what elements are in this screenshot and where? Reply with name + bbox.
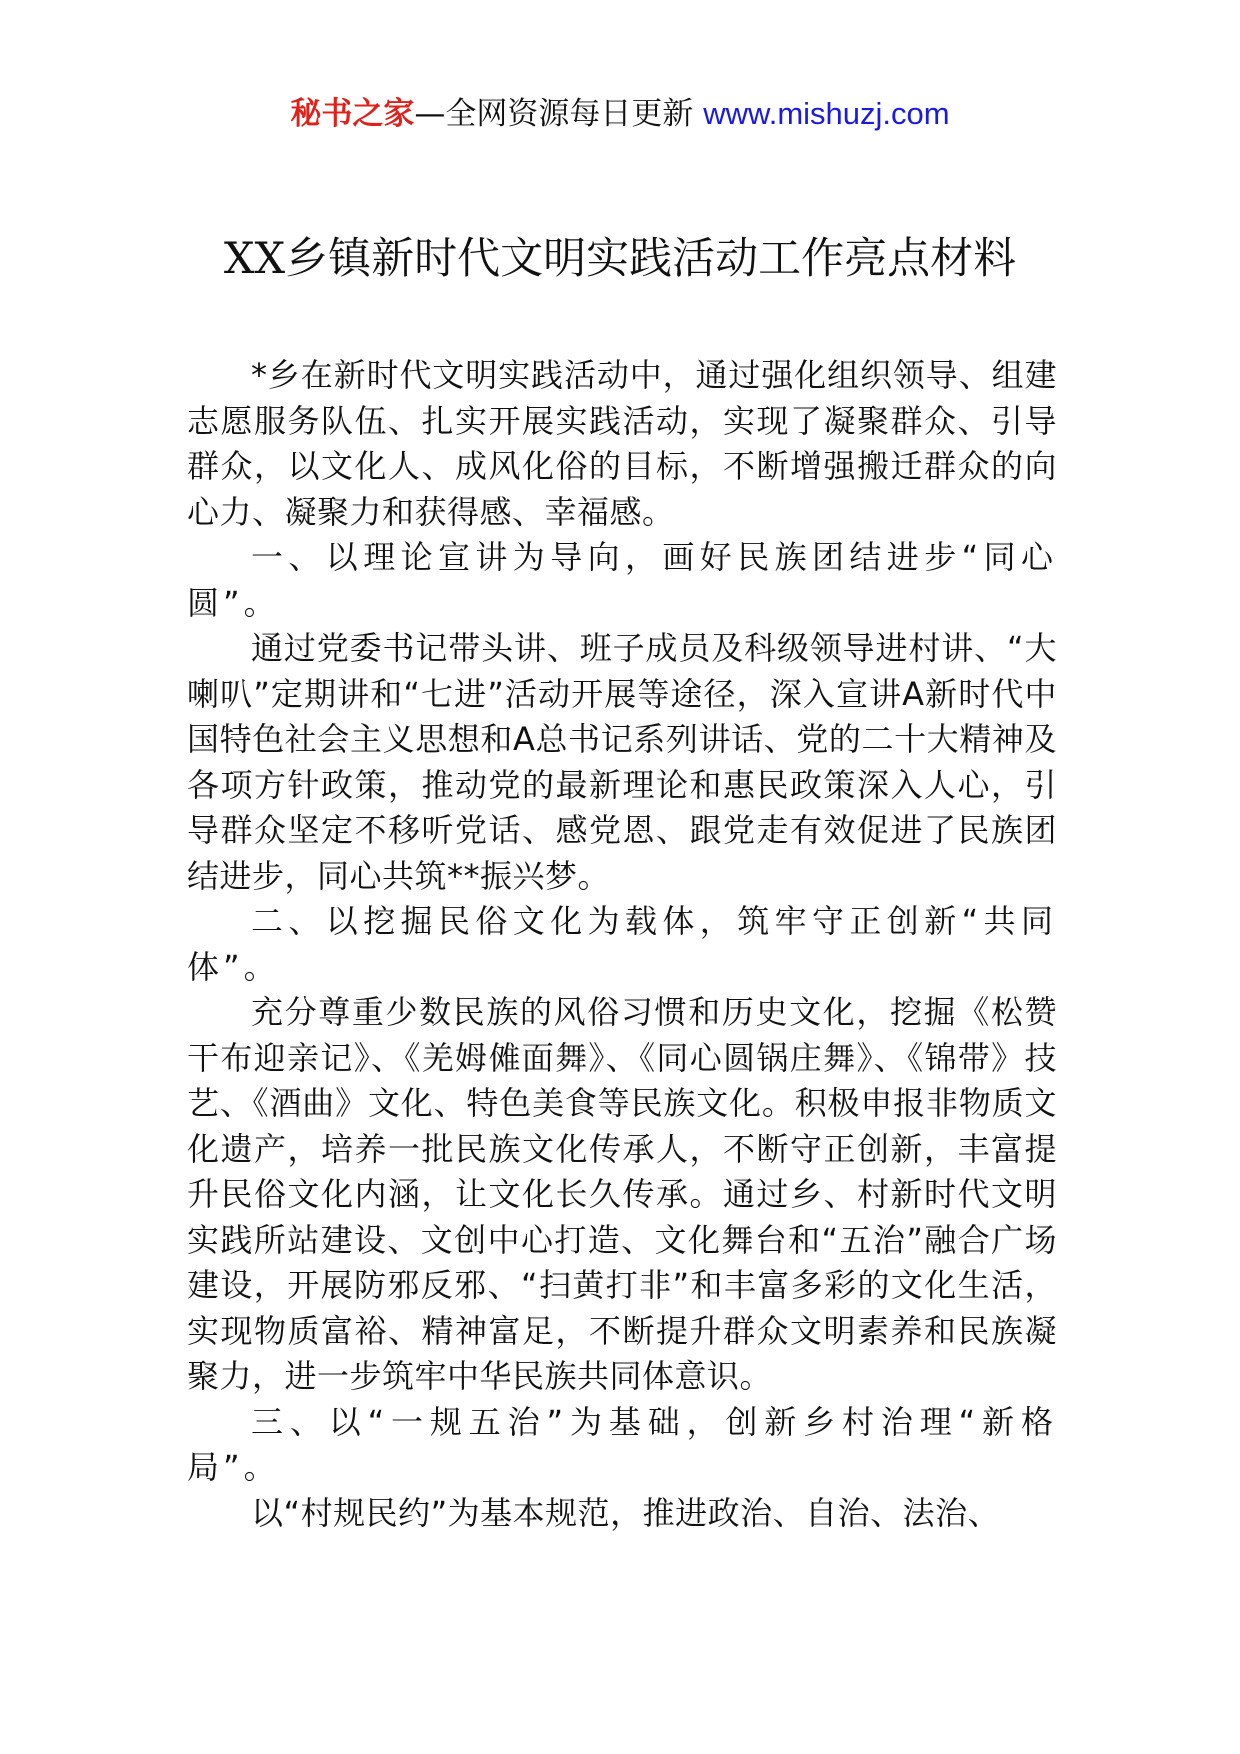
section-paragraph-3: 以“村规民约”为基本规范，推进政治、自治、法治、 (251, 1493, 1001, 1532)
section-heading-2: 二、以挖掘民俗文化为载体，筑牢守正创新“共同体”。 (187, 902, 1057, 986)
site-brand: 秘书之家 (290, 96, 415, 132)
section-paragraph-2: 充分尊重少数民族的风俗习惯和历史文化，挖掘《松赞干布迎亲记》、《羌姆傩面舞》、《同心圆锅庄舞》、《锦带》技艺、《酒曲》文化、特色美食等民族文化。积极申报非物质文化遗产，培养一批民族文化传承人，不断守正创新，丰富提升民俗文化内涵，让文化长久传承。通过乡、村新时代文明实践所站建设、文创中心打造、文化舞台和“五治”融合广场建设，开展防邪反邪、“扫黄打非”和丰富多彩的文化生活，实现物质富裕、精神富足，不断提升群众文明素养和民族凝聚力，进一步筑牢中华民族共同体意识。 (187, 993, 1057, 1395)
section-paragraph-1: 通过党委书记带头讲、班子成员及科级领导进村讲、“大喇叭”定期讲和“七进”活动开展等途径，深入宣讲A新时代中国特色社会主义思想和A总书记系列讲话、党的二十大精神及各项方针政策，推动党的最新理论和惠民政策深入人心，引导群众坚定不移听党话、感党恩、跟党走有效促进了民族团结进步，同心共筑**振兴梦。 (187, 629, 1057, 895)
document-body (187, 353, 1057, 1536)
site-url-link[interactable]: www.mishuzj.com (703, 96, 950, 131)
section-heading-1: 一、以理论宣讲为导向，画好民族团结进步“同心圆”。 (187, 538, 1057, 622)
site-header (0, 94, 1240, 134)
section-heading-3: 三、以“一规五治”为基础，创新乡村治理“新格局”。 (187, 1402, 1057, 1486)
site-slogan: —全网资源每日更新 (414, 96, 704, 132)
document-title: XX乡镇新时代文明实践活动工作亮点材料 (223, 234, 1017, 284)
intro-paragraph: *乡在新时代文明实践活动中，通过强化组织领导、组建志愿服务队伍、扎实开展实践活动，实现了凝聚群众、引导群众，以文化人、成风化俗的目标，不断增强搬迁群众的向心力、凝聚力和获得感、幸福感。 (187, 356, 1057, 531)
